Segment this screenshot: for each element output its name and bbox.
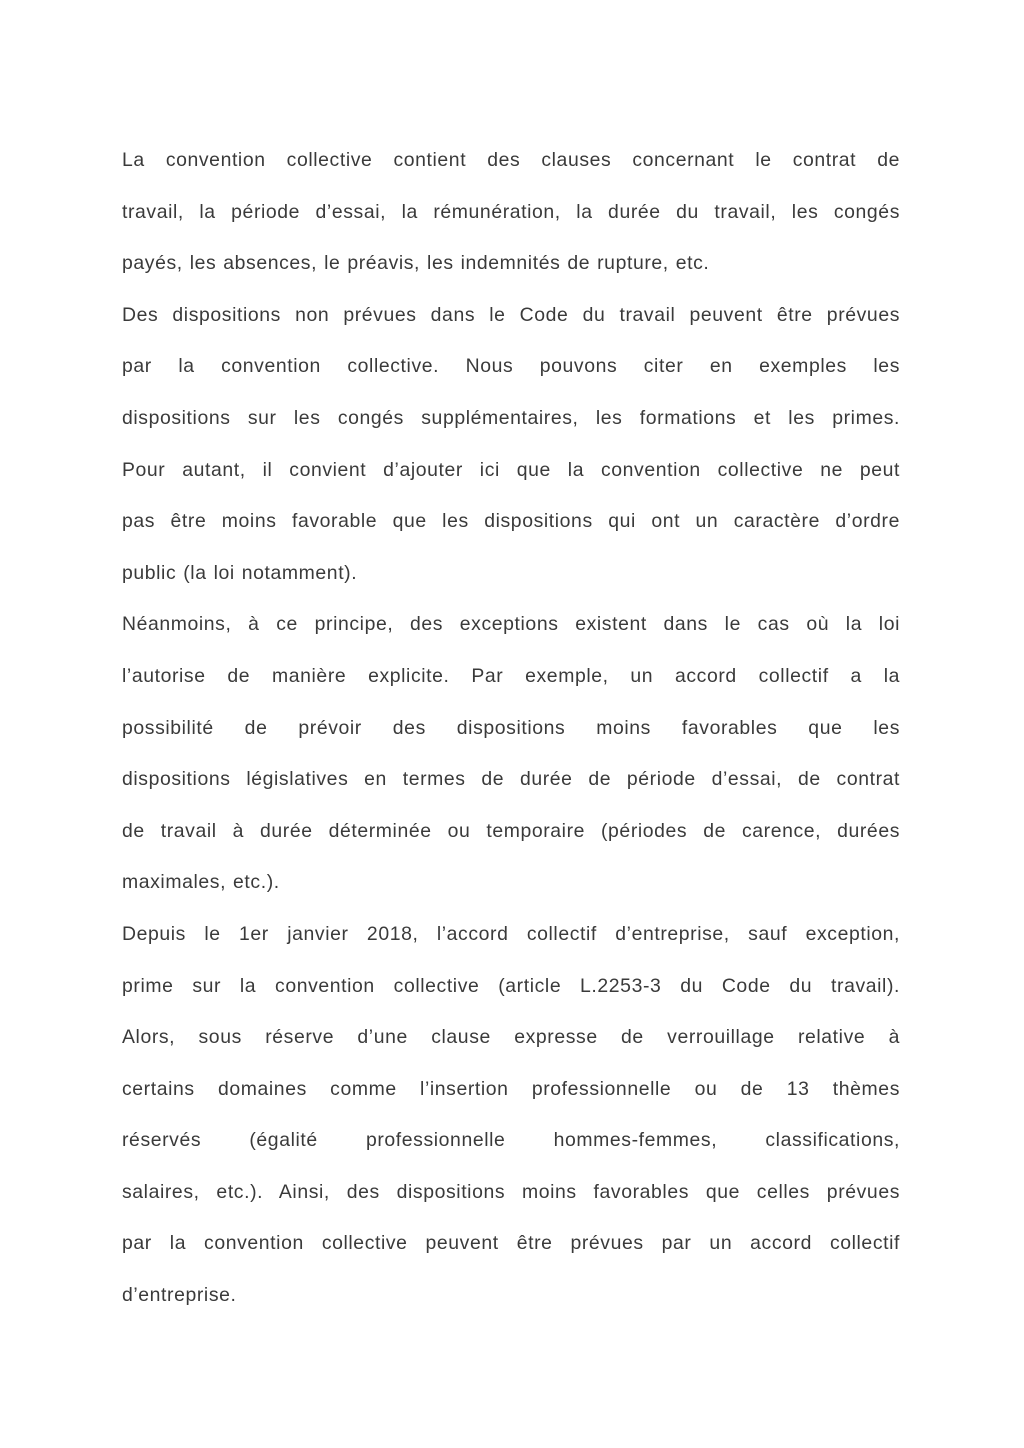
text-line: public (la loi notamment). xyxy=(122,561,358,584)
document-page xyxy=(122,135,900,1322)
text-line: travail, la période d’essai, la rémunération, la durée du travail, les congés xyxy=(122,200,900,223)
text-line: Alors, sous réserve d’une clause expresse de verrouillage relative à xyxy=(122,1026,900,1049)
text-line: dispositions sur les congés supplémentaires, les formations et les primes. xyxy=(122,406,900,429)
text-line: dispositions législatives en termes de durée de période d’essai, de contrat xyxy=(122,768,900,791)
text-line: salaires, etc.). Ainsi, des dispositions moins favorables que celles prévues xyxy=(122,1180,900,1203)
text-line: par la convention collective peuvent être prévues par un accord collectif xyxy=(122,1232,900,1255)
text-line: payés, les absences, le préavis, les indemnités de rupture, etc. xyxy=(122,252,710,275)
text-line: certains domaines comme l’insertion professionnelle ou de 13 thèmes xyxy=(122,1077,900,1100)
text-line: d’entreprise. xyxy=(122,1284,237,1307)
text-line: par la convention collective. Nous pouvons citer en exemples les xyxy=(122,355,900,378)
paragraph-2 xyxy=(122,290,900,600)
text-line: Néanmoins, à ce principe, des exceptions existent dans le cas où la loi xyxy=(122,613,900,636)
text-line: Des dispositions non prévues dans le Code du travail peuvent être prévues xyxy=(122,303,900,326)
text-line: maximales, etc.). xyxy=(122,871,280,894)
text-line: de travail à durée déterminée ou temporaire (périodes de carence, durées xyxy=(122,819,900,842)
text-line: réservés (égalité professionnelle hommes-femmes, classifications, xyxy=(122,1129,900,1152)
paragraph-3 xyxy=(122,599,900,909)
text-line: La convention collective contient des clauses concernant le contrat de xyxy=(122,149,900,171)
paragraph-1 xyxy=(122,135,900,290)
text-line: l’autorise de manière explicite. Par exemple, un accord collectif a la xyxy=(122,664,900,687)
text-line: Pour autant, il convient d’ajouter ici que la convention collective ne peut xyxy=(122,458,900,481)
text-line: pas être moins favorable que les dispositions qui ont un caractère d’ordre xyxy=(122,510,900,533)
text-line: prime sur la convention collective (article L.2253-3 du Code du travail). xyxy=(122,974,900,997)
paragraph-4 xyxy=(122,909,900,1322)
text-line: possibilité de prévoir des dispositions moins favorables que les xyxy=(122,716,900,739)
text-line: Depuis le 1er janvier 2018, l’accord collectif d’entreprise, sauf exception, xyxy=(122,922,900,945)
